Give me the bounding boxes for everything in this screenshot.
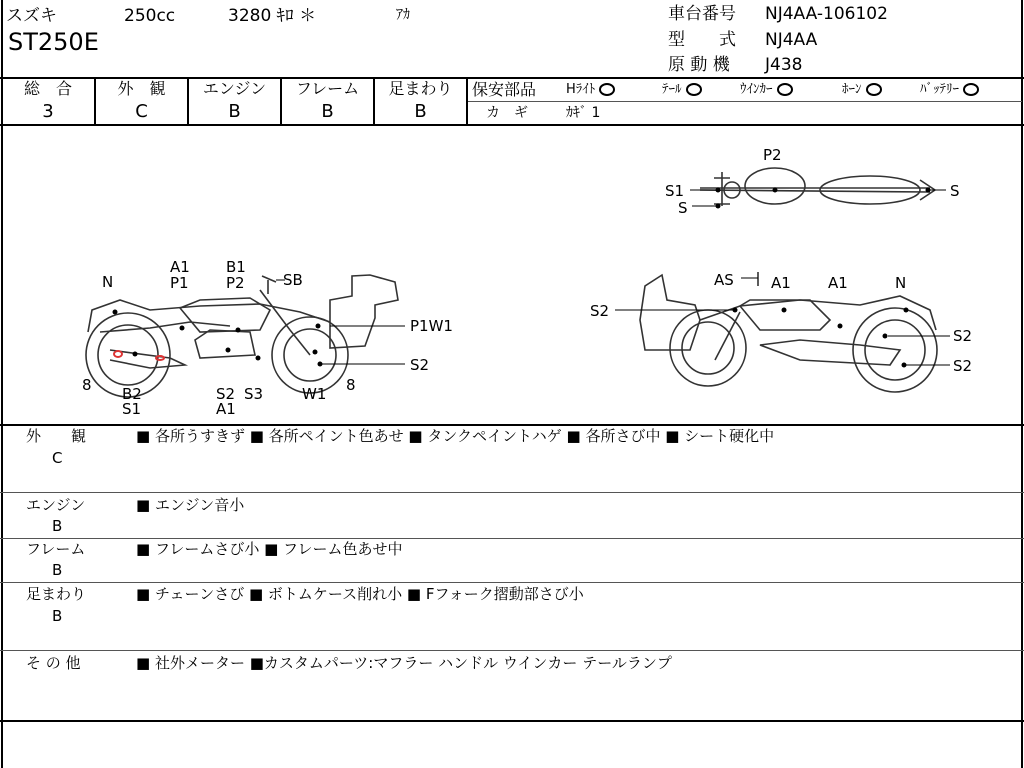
grade-label-suspension: 足まわり bbox=[388, 79, 453, 98]
frame-no-label: 車台番号 bbox=[668, 4, 736, 24]
diagram-label: A1 bbox=[828, 274, 848, 292]
type-label: 型 式 bbox=[668, 30, 736, 50]
grade-value-frame: B bbox=[321, 101, 334, 122]
remark-bottom-line bbox=[0, 720, 1024, 722]
safety-title: 保安部品 bbox=[472, 80, 537, 99]
grade-value-engine: B bbox=[228, 101, 241, 122]
ok-mark-icon bbox=[686, 83, 702, 96]
diagram-label: W1 bbox=[302, 385, 327, 403]
remark-text-other: ■ 社外メーター ■カスタムパーツ:マフラー ハンドル ウインカー テールランプ bbox=[136, 654, 672, 672]
diagram-label: S2 bbox=[953, 357, 973, 375]
remark-text-frame: ■ フレームさび小 ■ フレーム色あせ中 bbox=[136, 540, 403, 558]
diagram-label: S1 bbox=[665, 182, 685, 200]
diagram-label: AS bbox=[714, 271, 734, 289]
grade-label-overall: 総 合 bbox=[23, 79, 72, 98]
key-label: カ ギ bbox=[486, 105, 528, 121]
remark-divider bbox=[0, 538, 1024, 539]
grade-value-suspension: B bbox=[414, 101, 427, 122]
bike-top-view bbox=[700, 168, 935, 206]
remark-grade-engine: B bbox=[52, 517, 63, 535]
maker: スズキ bbox=[6, 6, 57, 26]
damage-diagram bbox=[0, 126, 1024, 424]
diagram-bottom-line bbox=[0, 424, 1024, 426]
diagram-label: B1 bbox=[226, 258, 246, 276]
diagram-label: SB bbox=[283, 271, 303, 289]
remark-label-other: そ の 他 bbox=[26, 654, 81, 672]
diagram-label: A1 bbox=[771, 274, 791, 292]
grade-value-overall: 3 bbox=[42, 101, 54, 122]
diagram-label: S2 bbox=[410, 356, 430, 374]
diagram-label: A1 bbox=[216, 400, 236, 418]
diagram-label: P1 bbox=[170, 274, 189, 292]
safety-mid-line bbox=[468, 101, 1022, 102]
mileage: 3280 ｷﾛ ＊ bbox=[228, 6, 317, 26]
diagram-label: P2 bbox=[226, 274, 245, 292]
engine-label: 原 動 機 bbox=[668, 55, 730, 75]
safety-item: Hﾗｲﾄ bbox=[566, 83, 615, 96]
diagram-label: A1 bbox=[170, 258, 190, 276]
remark-text-suspension: ■ チェーンさび ■ ボトムケース削れ小 ■ Fフォーク摺動部さび小 bbox=[136, 585, 584, 603]
diagram-label: S1 bbox=[122, 400, 142, 418]
remark-label-suspension: 足まわり bbox=[26, 585, 87, 603]
key-value: ｶｷﾞ 1 bbox=[566, 105, 601, 121]
diagram-label: S bbox=[950, 182, 960, 200]
diagram-label: N bbox=[102, 273, 114, 291]
remark-label-exterior: 外 観 bbox=[26, 427, 87, 445]
remark-divider bbox=[0, 582, 1024, 583]
safety-item: ﾃｰﾙ bbox=[662, 83, 702, 96]
remark-text-engine: ■ エンジン音小 bbox=[136, 496, 245, 514]
type-value: NJ4AA bbox=[765, 30, 818, 50]
remark-divider bbox=[0, 492, 1024, 493]
remark-grade-exterior: C bbox=[52, 449, 63, 467]
safety-item: ｳｲﾝｶｰ bbox=[740, 83, 793, 96]
grade-divider bbox=[466, 78, 468, 125]
diagram-label: P2 bbox=[763, 146, 782, 164]
diagram-label: S2 bbox=[953, 327, 973, 345]
grade-label-frame: フレーム bbox=[295, 79, 360, 98]
safety-item: ﾎｰﾝ bbox=[842, 83, 882, 96]
diagram-label: S2 bbox=[216, 385, 236, 403]
diagram-label: 8 bbox=[82, 376, 92, 394]
ok-mark-icon bbox=[963, 83, 979, 96]
remark-grade-suspension: B bbox=[52, 607, 63, 625]
engine-value: J438 bbox=[765, 55, 803, 75]
frame-no: NJ4AA-106102 bbox=[765, 4, 888, 24]
color: ｱｶ bbox=[396, 7, 410, 23]
diagram-label: S bbox=[678, 199, 688, 217]
remark-divider bbox=[0, 650, 1024, 651]
ok-mark-icon bbox=[866, 83, 882, 96]
diagram-label: B2 bbox=[122, 385, 142, 403]
grade-label-exterior: 外 観 bbox=[117, 79, 166, 98]
ok-mark-icon bbox=[777, 83, 793, 96]
diagram-label: P1W1 bbox=[410, 317, 453, 335]
diagram-label: N bbox=[895, 274, 907, 292]
diagram-label: S2 bbox=[590, 302, 610, 320]
remark-text-exterior: ■ 各所うすきず ■ 各所ペイント色あせ ■ タンクペイントハゲ ■ 各所さび中 ■ シート硬化中 bbox=[136, 427, 775, 445]
grade-label-engine: エンジン bbox=[202, 79, 267, 98]
remark-grade-frame: B bbox=[52, 561, 63, 579]
model-name: ST250E bbox=[8, 28, 99, 56]
diagram-label: S3 bbox=[244, 385, 264, 403]
diagram-label: 8 bbox=[346, 376, 356, 394]
displacement: 250cc bbox=[124, 6, 176, 26]
safety-item: ﾊﾞｯﾃﾘｰ bbox=[920, 83, 979, 96]
remark-label-frame: フレーム bbox=[26, 540, 86, 558]
ok-mark-icon bbox=[599, 83, 615, 96]
grade-value-exterior: C bbox=[135, 101, 148, 122]
remark-label-engine: エンジン bbox=[26, 496, 86, 514]
